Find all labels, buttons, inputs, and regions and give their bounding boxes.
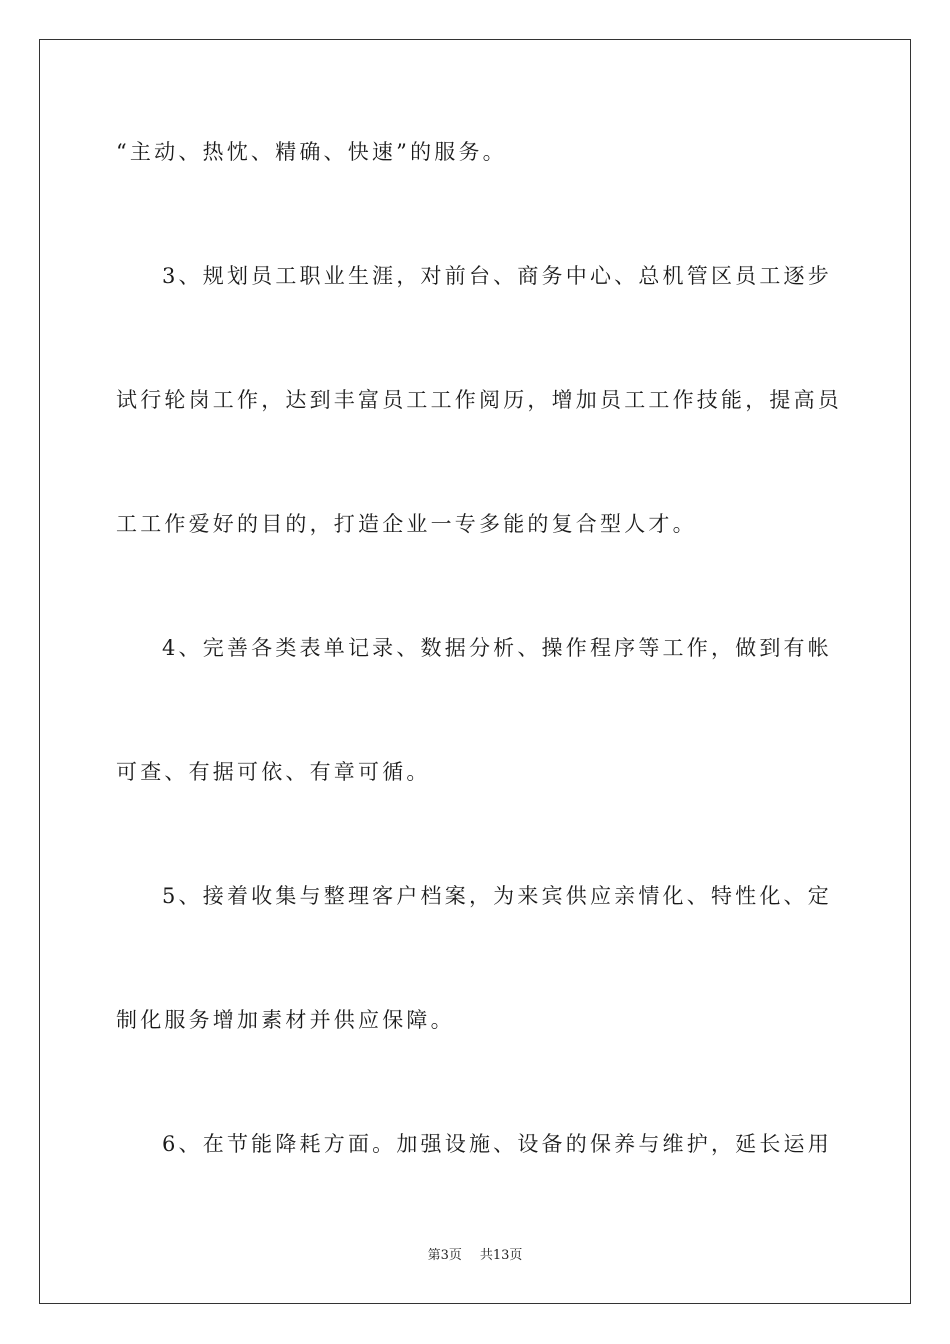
body-line-3: 试行轮岗工作，达到丰富员工工作阅历，增加员工工作技能，提高员 [116,388,842,412]
body-line-4: 工工作爱好的目的，打造企业一专多能的复合型人才。 [116,512,697,536]
body-line-7: 5、接着收集与整理客户档案，为来宾供应亲情化、特性化、定 [162,884,832,908]
page-footer [0,1248,950,1264]
body-line-2: 3、规划员工职业生涯，对前台、商务中心、总机管区员工逐步 [162,264,832,288]
page-number: 第3页 [427,1248,462,1263]
page-border [39,39,911,1304]
body-line-1: “主动、热忱、精确、快速”的服务。 [116,140,507,164]
body-line-8: 制化服务增加素材并供应保障。 [116,1008,455,1032]
body-line-5: 4、完善各类表单记录、数据分析、操作程序等工作，做到有帐 [162,636,832,660]
body-line-6: 可查、有据可依、有章可循。 [116,760,431,784]
page-total: 共13页 [479,1248,523,1263]
body-line-9: 6、在节能降耗方面。加强设施、设备的保养与维护，延长运用 [162,1132,832,1156]
